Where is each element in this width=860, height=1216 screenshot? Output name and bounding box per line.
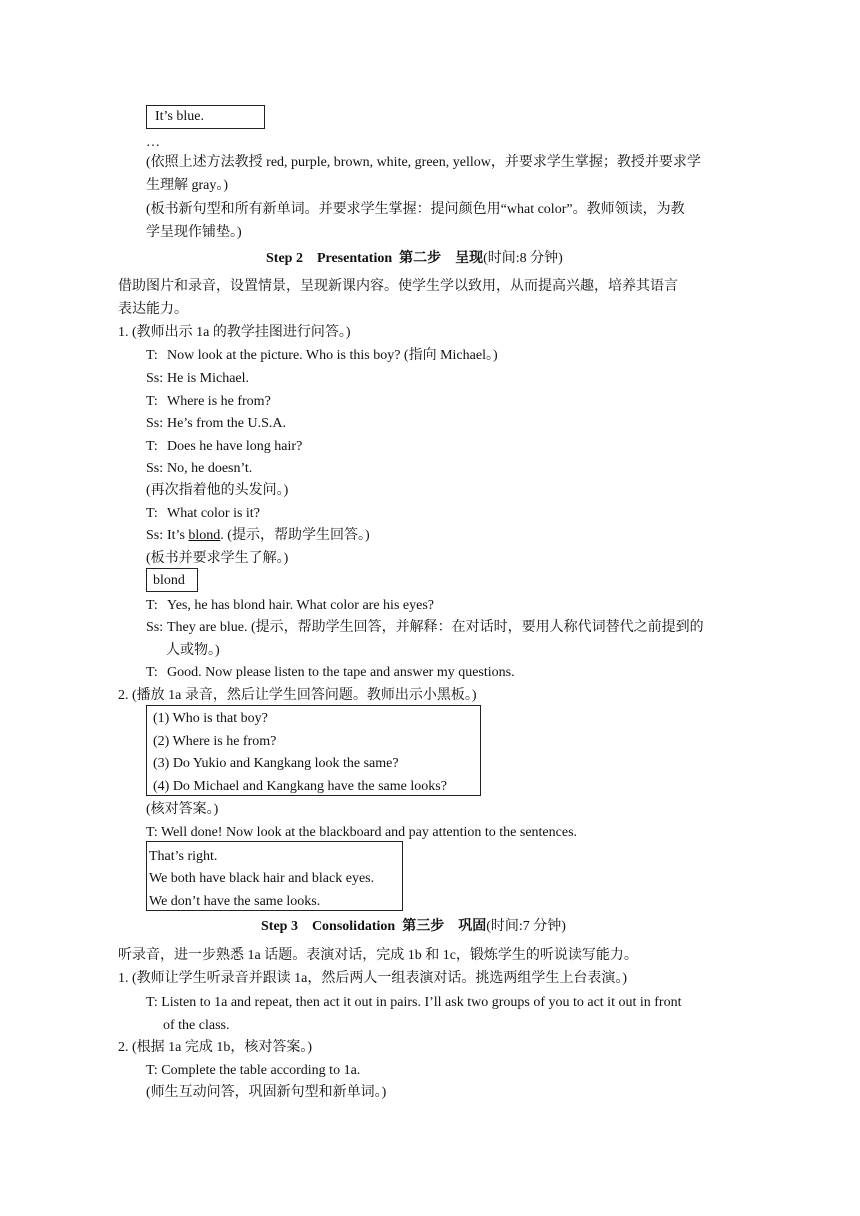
speaker: T: — [146, 665, 158, 680]
dialogue-line: T: Good. Now please listen to the tape and answer my questions. — [146, 665, 515, 680]
step2-item1: 1. (教师出示 1a 的教学挂图进行问答。) — [118, 325, 351, 340]
dialogue-line: Ss: He’s from the U.S.A. — [146, 416, 286, 431]
question-line: (4) Do Michael and Kangkang have the same looks? — [153, 779, 447, 794]
note-line: 生理解 gray。) — [146, 178, 229, 193]
question-board — [146, 705, 481, 796]
blackboard-box-its-blue — [146, 105, 265, 129]
question-line: (3) Do Yukio and Kangkang look the same? — [153, 756, 399, 771]
note-line: (板书并要求学生了解。) — [146, 551, 289, 566]
speaker: T: — [146, 439, 158, 454]
note-line: 学呈现作铺垫。) — [146, 225, 242, 240]
box-text: It’s blue. — [155, 109, 204, 124]
box-text: blond — [153, 573, 185, 588]
note-line: (再次指着他的头发问。) — [146, 483, 289, 498]
dialogue-line: Ss: They are blue. (提示，帮助学生回答，并解释：在对话时，要用人称代词替代之前提到的 — [146, 620, 704, 635]
speaker: Ss: — [146, 528, 164, 543]
note-line: (核对答案。) — [146, 802, 219, 817]
speaker: Ss: — [146, 371, 164, 386]
blackboard-box-blond — [146, 568, 198, 592]
dialogue-line: T: Yes, he has blond hair. What color are his eyes? — [146, 598, 434, 613]
sentence-line: We both have black hair and black eyes. — [149, 871, 375, 886]
step2-heading — [266, 250, 563, 268]
dialogue-line: Ss: It’s blond. (提示，帮助学生回答。) — [146, 528, 370, 543]
speaker: Ss: — [146, 461, 164, 476]
speaker: Ss: — [146, 416, 164, 431]
step2-time: (时间:8 分钟) — [483, 251, 563, 266]
speaker: T: — [146, 598, 158, 613]
dialogue-line: T: Now look at the picture. Who is this boy? (指向 Michael。) — [146, 348, 498, 363]
question-line: (2) Where is he from? — [153, 734, 277, 749]
speaker: Ss: — [146, 620, 164, 635]
dialogue-line: T: Complete the table according to 1a. — [146, 1063, 361, 1078]
underlined-word: blond — [188, 528, 221, 543]
step3-time: (时间:7 分钟) — [486, 919, 566, 934]
dialogue-line: Ss: He is Michael. — [146, 371, 250, 386]
sentence-board — [146, 841, 403, 911]
step3-intro: 听录音，进一步熟悉 1a 话题。表演对话，完成 1b 和 1c，锻炼学生的听说读写能力。 — [118, 948, 638, 963]
sentence-line: We don’t have the same looks. — [149, 894, 321, 909]
dialogue-line: T: Listen to 1a and repeat, then act it out in pairs. I’ll ask two groups of you to act it out in front — [146, 995, 682, 1010]
question-line: (1) Who is that boy? — [153, 711, 268, 726]
dialogue-line-cont: 人或物。) — [166, 643, 220, 658]
step2-title: Step 2 Presentation 第二步 呈现 — [266, 251, 484, 266]
note-line: (师生互动问答，巩固新句型和新单词。) — [146, 1085, 387, 1100]
dialogue-line-cont: of the class. — [163, 1018, 230, 1033]
step2-intro: 借助图片和录音，设置情景，呈现新课内容。使学生学以致用，从而提高兴趣，培养其语言 — [118, 279, 678, 294]
dialogue-line: T: Well done! Now look at the blackboard and pay attention to the sentences. — [146, 825, 578, 840]
dialogue-line: T: Does he have long hair? — [146, 439, 303, 454]
sentence-line: That’s right. — [149, 849, 218, 864]
note-line: (依照上述方法教授 red, purple, brown, white, green, yellow，并要求学生掌握；教授并要求学 — [146, 155, 701, 170]
dialogue-line: T: Where is he from? — [146, 394, 271, 409]
step3-item2: 2. (根据 1a 完成 1b，核对答案。) — [118, 1040, 313, 1055]
dialogue-line: T: What color is it? — [146, 506, 260, 521]
step3-title: Step 3 Consolidation 第三步 巩固 — [261, 919, 487, 934]
speaker: T: — [146, 394, 158, 409]
ellipsis: … — [146, 135, 160, 150]
speaker: T: — [146, 348, 158, 363]
dialogue-line: Ss: No, he doesn’t. — [146, 461, 253, 476]
step2-item2: 2. (播放 1a 录音，然后让学生回答问题。教师出示小黑板。) — [118, 688, 477, 703]
speaker: T: — [146, 506, 158, 521]
step3-item1: 1. (教师让学生听录音并跟读 1a，然后两人一组表演对话。挑选两组学生上台表演。) — [118, 971, 628, 986]
step2-intro: 表达能力。 — [118, 302, 188, 317]
note-line: (板书新句型和所有新单词。并要求学生掌握：提问颜色用“what color”。教师领读，为教 — [146, 202, 685, 217]
step3-heading — [261, 918, 566, 936]
